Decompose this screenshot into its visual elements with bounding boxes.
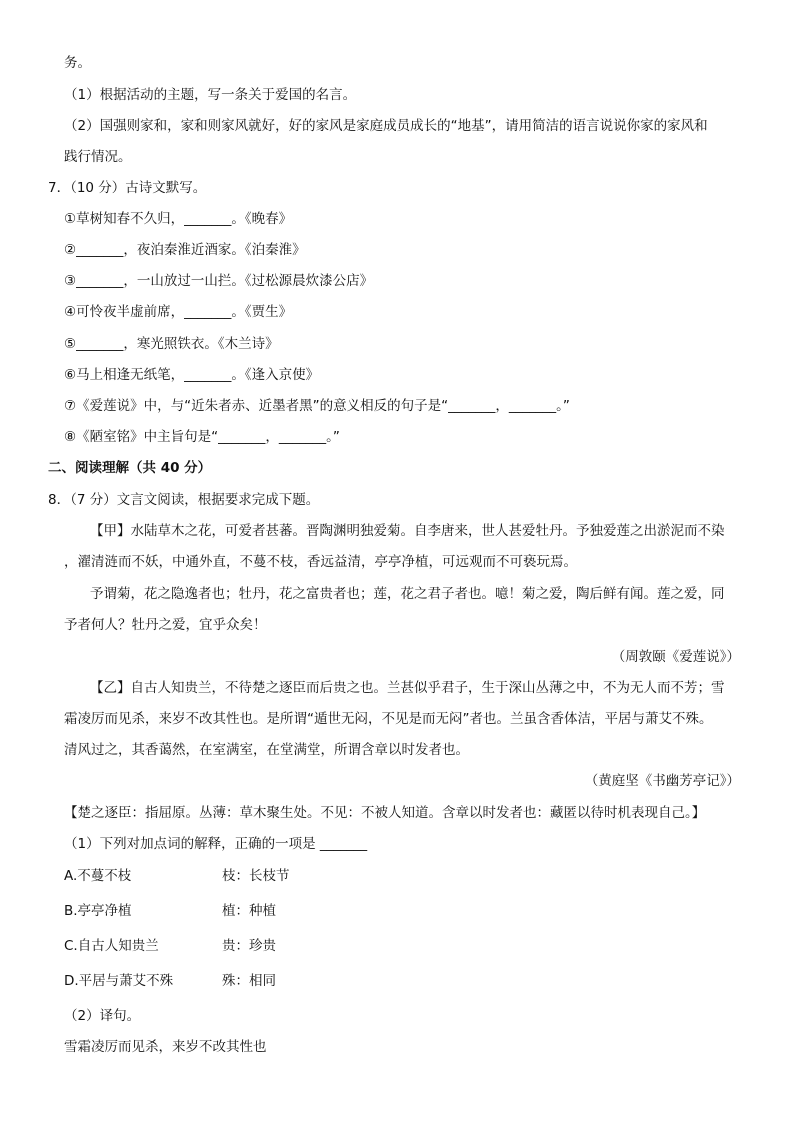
- poem-item: ⑥马上相逢无纸笔，_______。《逢入京使》: [64, 367, 320, 383]
- text-line: 务。: [64, 55, 91, 71]
- question-7-heading: 7．（10 分）古诗文默写。: [48, 180, 207, 196]
- translation-sentence: 雪霜凌厉而见杀，来岁不改其性也: [64, 1039, 267, 1055]
- poem-item: ④可怜夜半虚前席，_______。《贾生》: [64, 304, 293, 320]
- section-heading: 二、阅读理解（共 40 分）: [48, 460, 212, 476]
- option-b-word: B.亭亭净植: [64, 903, 132, 919]
- passage-jia-line: ，濯清涟而不妖，中通外直，不蔓不枝，香远益清，亭亭净植，可远观而不可亵玩焉。: [64, 554, 577, 570]
- passage-jia-line: 予者何人？牡丹之爱，宜乎众矣！: [64, 617, 267, 633]
- passage-source: （黄庭坚《书幽芳亭记》）: [584, 773, 740, 789]
- question-6-2: （2）国强则家和，家和则家风就好，好的家风是家庭成员成长的“地基”，请用简洁的语言说说你家的家风和: [64, 118, 708, 134]
- option-d-meaning: 殊：相同: [222, 973, 276, 989]
- subquestion-2: （2）译句。: [64, 1008, 141, 1024]
- option-a-word: A.不蔓不枝: [64, 868, 132, 884]
- passage-jia-line: 予谓菊，花之隐逸者也；牡丹，花之富贵者也；莲，花之君子者也。噫！菊之爱，陶后鲜有闻。莲之爱，同: [90, 586, 725, 602]
- poem-item: ⑦《爱莲说》中，与“近朱者赤、近墨者黑”的意义相反的句子是“_______，_______。”: [64, 398, 570, 414]
- question-8-heading: 8．（7 分）文言文阅读，根据要求完成下题。: [48, 492, 320, 508]
- poem-item: ⑧《陋室铭》中主旨句是“_______，_______。”: [64, 429, 340, 445]
- annotation-note: 【楚之逐臣：指屈原。丛薄：草木聚生处。不见：不被人知道。含章以时发者也：藏匿以待时机表现自己。】: [64, 805, 706, 821]
- poem-item: ⑤_______，寒光照铁衣。《木兰诗》: [64, 336, 279, 352]
- question-6-1: （1）根据活动的主题，写一条关于爱国的名言。: [64, 87, 357, 103]
- poem-item: ①草树知春不久归，_______。《晚春》: [64, 211, 293, 227]
- option-c-word: C.自古人知贵兰: [64, 938, 159, 954]
- passage-yi-line: 【乙】自古人知贵兰，不待楚之逐臣而后贵之也。兰甚似乎君子，生于深山丛薄之中，不为无人而不芳；雪: [90, 680, 725, 696]
- passage-yi-line: 清风过之，其香蔼然，在室满室，在堂满堂，所谓含章以时发者也。: [64, 742, 469, 758]
- passage-jia-line: 【甲】水陆草木之花，可爱者甚蕃。晋陶渊明独爱菊。自李唐来，世人甚爱牡丹。予独爱莲之出淤泥而不染: [90, 523, 725, 539]
- passage-source: （周敦颐《爱莲说》）: [611, 649, 740, 665]
- option-d-word: D.平居与萧艾不殊: [64, 973, 174, 989]
- option-b-meaning: 植：种植: [222, 903, 276, 919]
- option-c-meaning: 贵：珍贵: [222, 938, 276, 954]
- poem-item: ③_______，一山放过一山拦。《过松源晨炊漆公店》: [64, 273, 374, 289]
- option-a-meaning: 枝：长枝节: [222, 868, 290, 884]
- question-6-2-cont: 践行情况。: [64, 149, 132, 165]
- subquestion-1: （1）下列对加点词的解释，正确的一项是 _______: [64, 836, 368, 852]
- poem-item: ②_______，夜泊秦淮近酒家。《泊秦淮》: [64, 242, 306, 258]
- passage-yi-line: 霜凌厉而见杀，来岁不改其性也。是所谓“遁世无闷，不见是而无闷”者也。兰虽含香体洁，平居与萧艾不殊。: [64, 711, 713, 727]
